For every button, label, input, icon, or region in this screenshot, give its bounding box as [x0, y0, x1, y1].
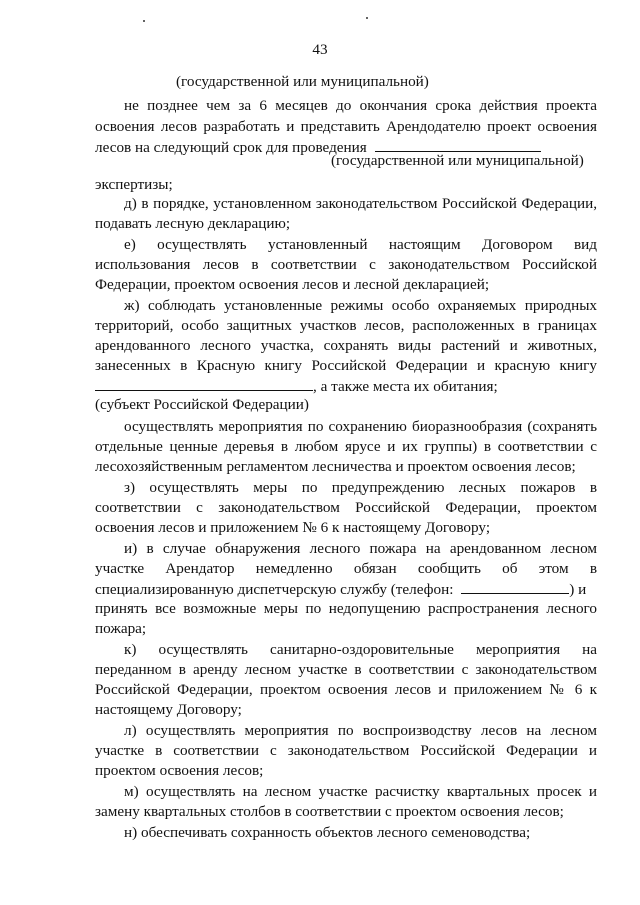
text-line: арендованного лесного участка, сохранять виды растений и животных, [95, 337, 597, 354]
blank-field-phone [461, 579, 569, 594]
caption-state-or-municipal: (государственной или муниципальной) [176, 73, 429, 90]
scan-speck [366, 17, 368, 19]
item-i-line: и) в случае обнаружения лесного пожара на арендованном лесном [124, 540, 597, 557]
item-d-line: д) в порядке, установленном законодательством Российской Федерации, [124, 195, 597, 212]
text-line: переданном в аренду лесном участке в соответствии с законодательством [95, 661, 597, 678]
text-line: экспертизы; [95, 176, 173, 193]
page-number: 43 [312, 41, 328, 58]
text-line: территорий, особо защитных участков лесов, расположенных в границах [95, 317, 597, 334]
text-line: отдельные ценные деревья в любом ярусе и их группы) в соответствии с [95, 438, 597, 455]
text-line: использования лесов в соответствии с законодательством Российской [95, 256, 597, 273]
text-line: принять все возможные меры по недопущению распространения лесного [95, 600, 597, 617]
text-line: участке Арендатор немедленно обязан сообщить об этом в [95, 560, 597, 577]
blank-field-subject-name [95, 376, 313, 391]
item-e-line: е) осуществлять установленный настоящим Договором вид [124, 236, 597, 253]
text-line: лесохозяйственным регламентом лесничества и проектом освоения лесов; [95, 458, 576, 475]
text-line: Федерации, проектом освоения лесов и лесной декларацией; [95, 276, 490, 293]
blank-field-expertise-type [375, 137, 541, 152]
caption-state-or-municipal: (государственной или муниципальной) [331, 152, 584, 169]
text-line: не позднее чем за 6 месяцев до окончания срока действия проекта [124, 97, 597, 114]
item-z-line: з) осуществлять меры по предупреждению лесных пожаров в [124, 479, 597, 496]
item-zh-line: ж) соблюдать установленные режимы особо охраняемых природных [124, 297, 597, 314]
text-fragment: специализированную диспетчерскую службу (телефон: [95, 581, 454, 598]
scan-speck [143, 20, 145, 22]
text-line: настоящему Договору; [95, 701, 242, 718]
text-line: пожара; [95, 620, 147, 637]
text-line: участке в соответствии с законодательством Российской Федерации и [95, 742, 597, 759]
text-line: проектом освоения лесов; [95, 762, 264, 779]
text-line-with-blank [95, 376, 498, 397]
text-line: осуществлять мероприятия по сохранению биоразнообразия (сохранять [124, 418, 597, 435]
text-line: освоения лесов разработать и представить Арендодателю проект освоения [95, 118, 597, 135]
text-line-with-blank [95, 579, 586, 600]
text-line: подавать лесную декларацию; [95, 215, 291, 232]
text-fragment: , а также места их обитания; [313, 378, 498, 395]
text-line: соответствии с законодательством Российской Федерации, проектом [95, 499, 597, 516]
item-m-line: м) осуществлять на лесном участке расчистку квартальных просек и [124, 783, 597, 800]
caption-subject-rf: (субъект Российской Федерации) [95, 396, 309, 413]
text-fragment: лесов на следующий срок для проведения [95, 139, 367, 156]
text-fragment: ) и [569, 581, 587, 598]
text-line: замену квартальных столбов в соответствии с проектом освоения лесов; [95, 803, 564, 820]
text-line: освоения лесов и приложением № 6 к настоящему Договору; [95, 519, 491, 536]
item-k-line: к) осуществлять санитарно-оздоровительные мероприятия на [124, 641, 597, 658]
item-n-line: н) обеспечивать сохранность объектов лесного семеноводства; [124, 824, 531, 841]
text-line: Российской Федерации, проектом освоения лесов и приложением № 6 к [95, 681, 597, 698]
text-line: занесенных в Красную книгу Российской Федерации и красную книгу [95, 357, 597, 374]
item-l-line: л) осуществлять мероприятия по воспроизводству лесов на лесном [124, 722, 597, 739]
